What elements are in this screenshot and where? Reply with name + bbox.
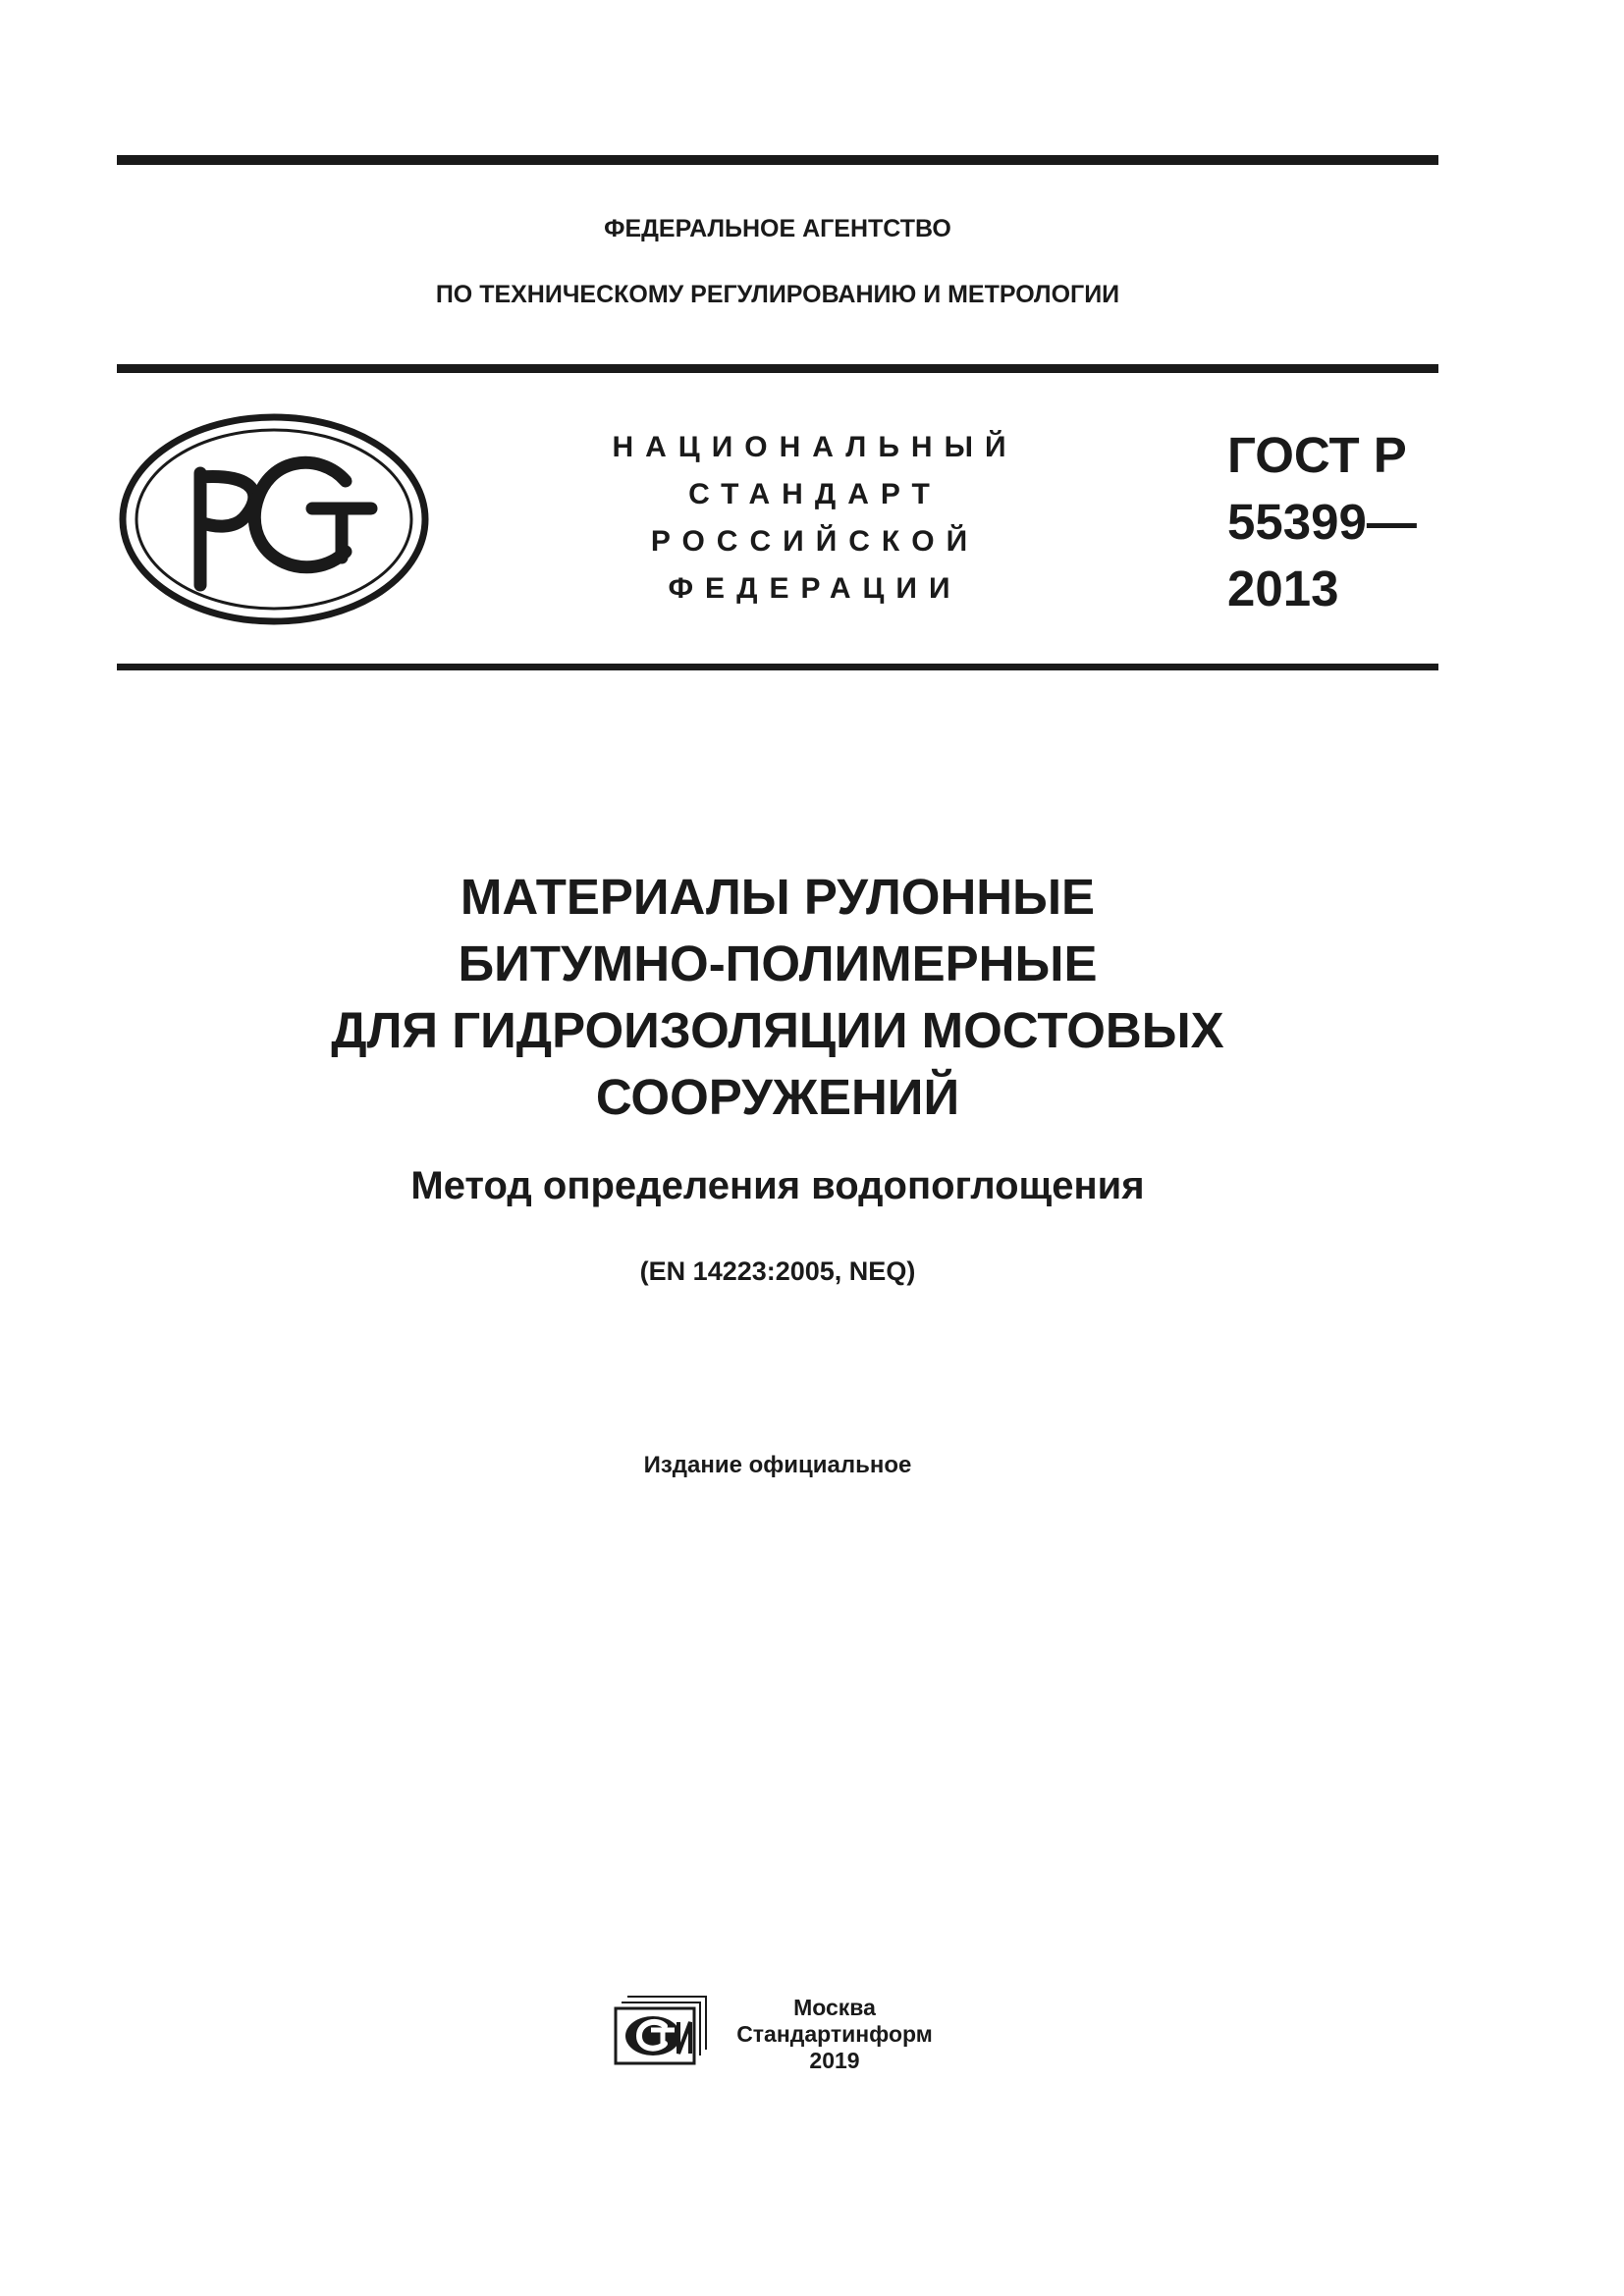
designation-line: 55399— bbox=[1227, 494, 1417, 550]
header-bottom-rule bbox=[117, 664, 1438, 670]
document-subtitle: Метод определения водопоглощения bbox=[410, 1164, 1145, 1207]
national-standard-line: ФЕДЕРАЦИИ bbox=[668, 572, 962, 605]
national-standard-line: РОССИЙСКОЙ bbox=[650, 525, 980, 558]
standartinform-logo-icon bbox=[614, 1995, 708, 2065]
agency-name-line-2: ПО ТЕХНИЧЕСКОМУ РЕГУЛИРОВАНИЮ И МЕТРОЛОГИИ bbox=[435, 281, 1120, 308]
title-line: СООРУЖЕНИЙ bbox=[595, 1069, 960, 1125]
header-rule bbox=[117, 364, 1438, 373]
top-rule bbox=[117, 155, 1438, 165]
national-standard-line: НАЦИОНАЛЬНЫЙ bbox=[612, 431, 1018, 463]
national-standard-heading bbox=[579, 424, 1051, 613]
agency-name-line-1: ФЕДЕРАЛЬНОЕ АГЕНТСТВО bbox=[604, 215, 951, 242]
edition-note: Издание официальное bbox=[643, 1452, 912, 1478]
publisher-city: Москва bbox=[793, 1995, 876, 2020]
designation-line: ГОСТ Р bbox=[1227, 427, 1407, 483]
gost-r-emblem-icon bbox=[118, 412, 430, 626]
publisher-year: 2019 bbox=[809, 2048, 860, 2073]
publisher-imprint bbox=[722, 1995, 947, 2074]
international-reference: (EN 14223:2005, NEQ) bbox=[639, 1256, 916, 1286]
publisher-name: Стандартинформ bbox=[736, 2021, 933, 2047]
document-title bbox=[117, 864, 1438, 1131]
title-line: ДЛЯ ГИДРОИЗОЛЯЦИИ МОСТОВЫХ bbox=[331, 1002, 1224, 1058]
designation-line: 2013 bbox=[1227, 561, 1339, 616]
national-standard-line: СТАНДАРТ bbox=[688, 478, 942, 510]
title-line: БИТУМНО-ПОЛИМЕРНЫЕ bbox=[458, 935, 1098, 991]
standard-designation bbox=[1227, 422, 1417, 622]
title-line: МАТЕРИАЛЫ РУЛОННЫЕ bbox=[460, 869, 1096, 925]
